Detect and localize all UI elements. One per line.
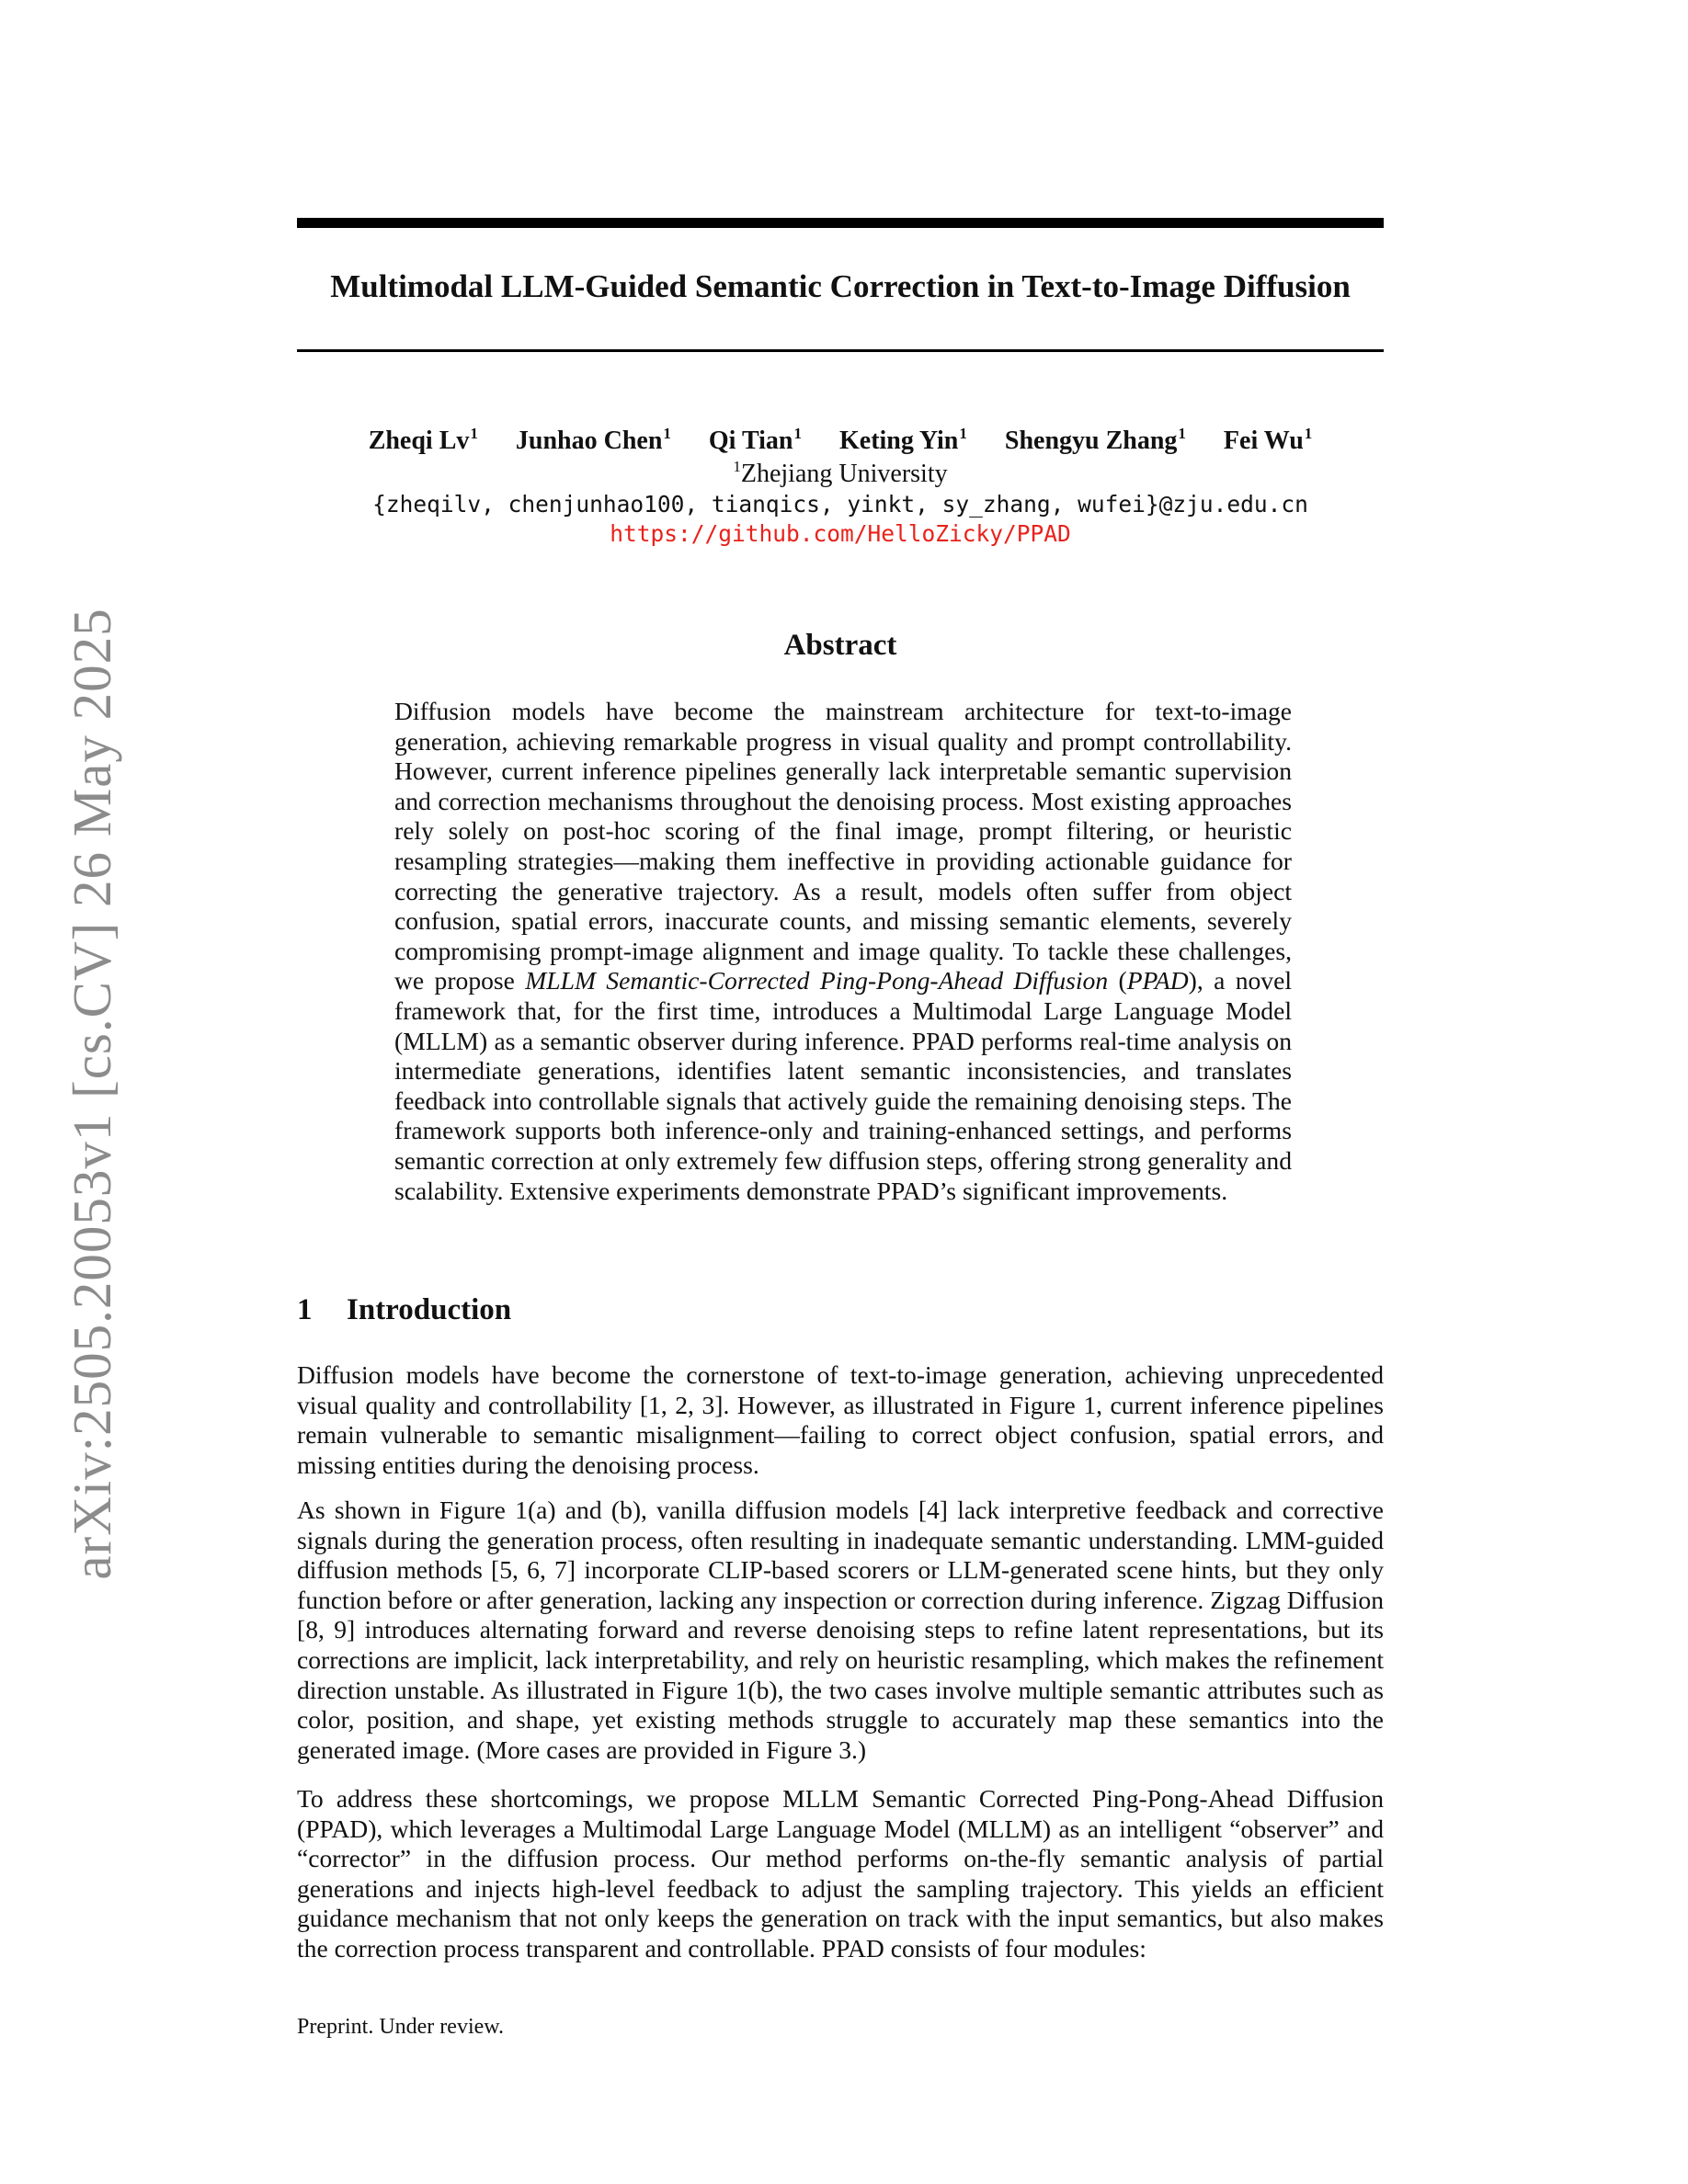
title-rule-top xyxy=(297,218,1384,228)
method-abbreviation: PPAD xyxy=(1126,966,1189,995)
abstract-heading: Abstract xyxy=(783,629,897,662)
abstract-text: ), a novel framework that, for the first time, introduces a Multimodal Large Language Model (MLLM) as a semantic observer during inference. PPAD performs real-time analysis on intermediate generations, identifies latent semantic inconsistencies, and translates feedback into controllable signals that actively guide the remaining denoising steps. The framework supports both inference-only and training-enhanced settings, and performs semantic correction at only extremely few diffusion steps, offering strong generality and scalability. Extensive experiments demonstrate PPAD’s significant improvements. xyxy=(394,966,1292,1205)
author-list xyxy=(297,426,1384,457)
body-paragraph: To address these shortcomings, we propose MLLM Semantic Corrected Ping-Pong-Ahead Diffusion (PPAD), which leverages a Multimodal Large Language Model (MLLM) as an intelligent “observer” and “corrector” in the diffusion process. Our method performs on-the-fly semantic analysis of partial generations and injects high-level feedback to adjust the sampling trajectory. This yields an efficient guidance mechanism that not only keeps the generation on track with the input semantics, but also makes the correction process transparent and controllable. PPAD consists of four modules: xyxy=(297,1784,1384,1962)
author-affiliation-mark: 1 xyxy=(959,425,967,442)
author-affiliation-mark: 1 xyxy=(470,425,478,442)
abstract-body xyxy=(394,697,1292,1206)
author-affiliation-mark: 1 xyxy=(1304,425,1313,442)
paper-title: Multimodal LLM-Guided Semantic Correction in Text-to-Image Diffusion xyxy=(330,268,1351,304)
affiliation-name: Zhejiang University xyxy=(740,460,948,488)
method-name: MLLM Semantic-Corrected Ping-Pong-Ahead Diffusion xyxy=(525,966,1109,995)
author-name: Zheqi Lv xyxy=(368,427,470,455)
affiliation-number: 1 xyxy=(733,458,741,475)
author xyxy=(369,427,478,455)
section-heading xyxy=(297,1291,511,1328)
author-name: Keting Yin xyxy=(838,427,959,455)
body-paragraph: Diffusion models have become the cornerstone of text-to-image generation, achieving unprecedented visual quality and controllability [1, 2, 3]. However, as illustrated in Figure 1, current inference pipelines remain vulnerable to semantic misalignment—failing to correct object confusion, spatial errors, and missing entities during the denoising process. xyxy=(297,1360,1384,1479)
author xyxy=(709,427,802,455)
abstract-text: ( xyxy=(1108,966,1127,995)
author xyxy=(839,427,967,455)
title-rule-bottom xyxy=(297,349,1384,352)
author-name: Qi Tian xyxy=(708,427,793,455)
abstract-text: Diffusion models have become the mainstream architecture for text-to-image generation, achieving remarkable progress in visual quality and prompt controllability. However, current inference pipelines generally lack interpretable semantic supervision and correction mechanisms throughout the denoising process. Most existing approaches rely solely on post-hoc scoring of the final image, prompt filtering, or heuristic resampling strategies—making them ineffective in providing actionable guidance for correcting the generative trajectory. As a result, models often suffer from object confusion, spatial errors, inaccurate counts, and missing semantic elements, severely compromising prompt-image alignment and image quality. To tackle these challenges, we propose xyxy=(394,697,1292,995)
author xyxy=(1005,427,1186,455)
arxiv-identifier: arXiv:2505.20053v1 [cs.CV] 26 May 2025 xyxy=(62,608,122,1580)
footer-note: Preprint. Under review. xyxy=(297,2015,505,2039)
repository-link[interactable]: https://github.com/HelloZicky/PPAD xyxy=(610,520,1071,547)
author-name: Shengyu Zhang xyxy=(1004,427,1178,455)
section-title: Introduction xyxy=(347,1293,512,1326)
author xyxy=(1224,427,1312,455)
author-affiliation-mark: 1 xyxy=(1178,425,1186,442)
author-name: Junhao Chen xyxy=(515,427,663,455)
author-affiliation-mark: 1 xyxy=(793,425,802,442)
author-affiliation-mark: 1 xyxy=(663,425,671,442)
author-name: Fei Wu xyxy=(1223,427,1304,455)
author-emails: {zheqilv, chenjunhao100, tianqics, yinkt, sy_zhang, wufei}@zju.edu.cn xyxy=(372,491,1308,518)
body-paragraph: As shown in Figure 1(a) and (b), vanilla diffusion models [4] lack interpretive feedback and corrective signals during the generation process, often resulting in inadequate semantic understanding. LMM-guided diffusion methods [5, 6, 7] incorporate CLIP-based scorers or LLM-generated scene hints, but they only function before or after generation, lacking any inspection or correction during inference. Zigzag Diffusion [8, 9] introduces alternating forward and reverse denoising steps to refine latent representations, but its corrections are implicit, lack interpretability, and rely on heuristic resampling, which makes the refinement direction unstable. As illustrated in Figure 1(b), the two cases involve multiple semantic attributes such as color, position, and shape, yet existing methods struggle to accurately map these semantics into the generated image. (More cases are provided in Figure 3.) xyxy=(297,1496,1384,1764)
section-number: 1 xyxy=(297,1293,313,1326)
affiliation xyxy=(297,459,1384,489)
author xyxy=(516,427,671,455)
